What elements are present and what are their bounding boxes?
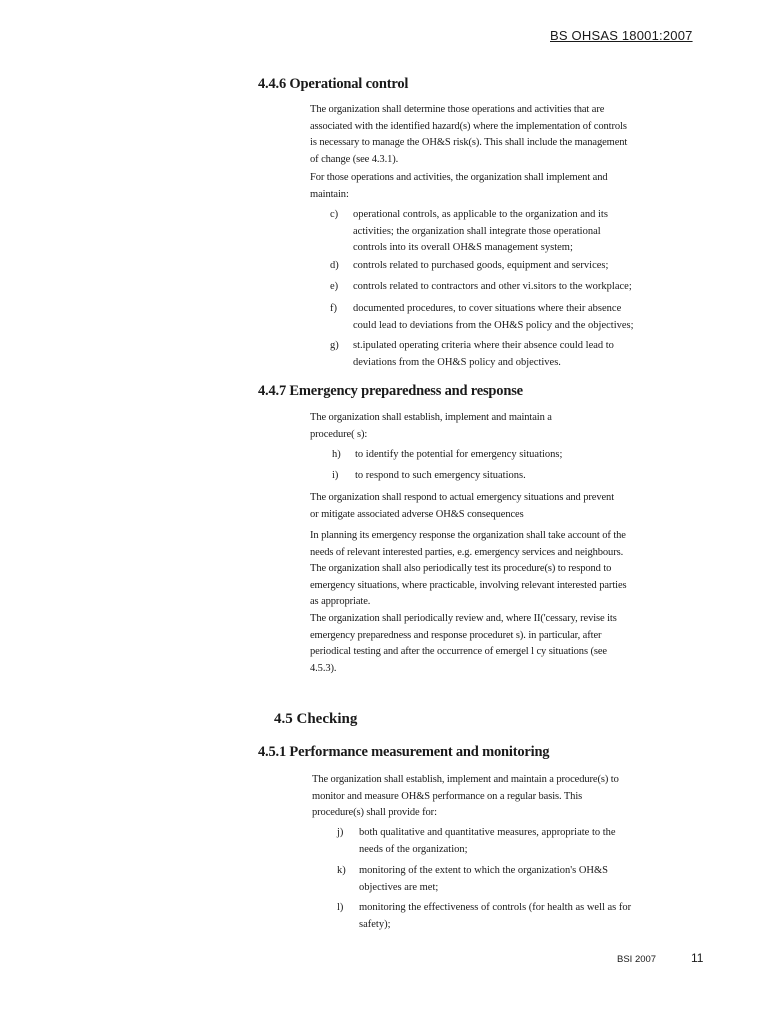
list-label: c): [330, 209, 339, 220]
list-label: g): [330, 340, 339, 351]
text-line: The organization shall respond to actual emergency situations and prevent: [310, 492, 615, 503]
standard-reference: BS OHSAS 18001:2007: [550, 28, 693, 43]
text-line: procedure( s):: [310, 428, 368, 440]
text-line: st.ipulated operating criteria where their absence could lead to: [353, 340, 614, 351]
text-line: could lead to deviations from the OH&S policy and the objectives;: [353, 319, 634, 331]
text-line: of change (see 4.3.1).: [310, 153, 399, 165]
text-line: both qualitative and quantitative measures, appropriate to the: [359, 827, 616, 838]
text-line: The organization shall determine those operations and activities that are: [310, 104, 605, 115]
text-line: maintain:: [310, 188, 349, 200]
text-line: as appropriate.: [310, 596, 371, 607]
text-line: documented procedures, to cover situations where their absence: [353, 303, 622, 314]
text-line: objectives are met;: [359, 881, 439, 893]
list-label: k): [337, 865, 346, 876]
paragraph-4-4-7-respond: [310, 490, 670, 523]
section-heading-4-4-6: 4.4.6 Operational control: [258, 76, 409, 92]
text-line: emergency preparedness and response proceduret s). in particular, after: [310, 629, 602, 641]
text-line: emergency situations, where practicable, involving relevant interested parties: [310, 579, 627, 591]
text-line: monitor and measure OH&S performance on a regular basis. This: [312, 790, 583, 802]
list-label: j): [337, 827, 344, 838]
list-label: f): [330, 303, 337, 314]
text-line: For those operations and activities, the organization shall implement and: [310, 172, 608, 183]
section-heading-4-5: 4.5 Checking: [274, 711, 358, 727]
text-line: periodical testing and after the occurrence of emergel l cy situations (see: [310, 646, 607, 657]
text-line: deviations from the OH&S policy and objectives.: [353, 356, 561, 368]
text-line: to respond to such emergency situations.: [355, 470, 526, 481]
list-label: l): [337, 902, 344, 913]
list-label: e): [330, 281, 339, 292]
text-line: monitoring of the extent to which the organization's OH&S: [359, 865, 608, 876]
text-line: In planning its emergency response the organization shall take account of the: [310, 530, 626, 541]
text-line: needs of relevant interested parties, e.g. emergency services and neighbours.: [310, 546, 624, 558]
paragraph-4-4-7-review: [310, 611, 670, 677]
text-line: 4.5.3).: [310, 662, 337, 674]
text-line: activities; the organization shall integrate those operational: [353, 225, 601, 237]
text-line: associated with the identified hazard(s) where the implementation of controls: [310, 120, 627, 132]
text-line: safety);: [359, 918, 391, 930]
footer-publisher: BSI 2007: [617, 954, 657, 965]
text-line: is necessary to manage the OH&S risk(s). This shall include the management: [310, 137, 628, 148]
paragraph-4-4-6-intro: [310, 102, 670, 168]
paragraph-4-4-7-planning: [310, 528, 670, 611]
text-line: to identify the potential for emergency situations;: [355, 449, 563, 460]
text-line: controls related to contractors and other vi.sitors to the workplace;: [353, 281, 632, 292]
list-label: h): [332, 449, 341, 460]
text-line: or mitigate associated adverse OH&S consequences: [310, 508, 524, 520]
text-line: The organization shall also periodically test its procedure(s) to respond to: [310, 563, 612, 574]
paragraph-4-5-1-intro: [312, 772, 672, 822]
text-line: The organization shall establish, implement and maintain a procedure(s) to: [312, 774, 619, 785]
paragraph-4-4-7-intro: [310, 410, 670, 443]
text-line: controls into its overall OH&S management system;: [353, 242, 573, 253]
section-heading-4-4-7: 4.4.7 Emergency preparedness and response: [258, 383, 523, 399]
list-label: d): [330, 260, 339, 271]
section-heading-4-5-1: 4.5.1 Performance measurement and monitoring: [258, 744, 550, 760]
text-line: operational controls, as applicable to the organization and its: [353, 209, 608, 220]
text-line: The organization shall periodically review and, where II('cessary, revise its: [310, 613, 617, 624]
text-line: needs of the organization;: [359, 843, 468, 855]
text-line: monitoring the effectiveness of controls (for health as well as for: [359, 902, 632, 913]
text-line: procedure(s) shall provide for:: [312, 807, 437, 818]
list-label: i): [332, 470, 339, 481]
page-number: 11: [691, 951, 704, 965]
paragraph-4-4-6-implement: [310, 170, 670, 203]
text-line: controls related to purchased goods, equipment and services;: [353, 260, 609, 271]
text-line: The organization shall establish, implement and maintain a: [310, 412, 552, 423]
